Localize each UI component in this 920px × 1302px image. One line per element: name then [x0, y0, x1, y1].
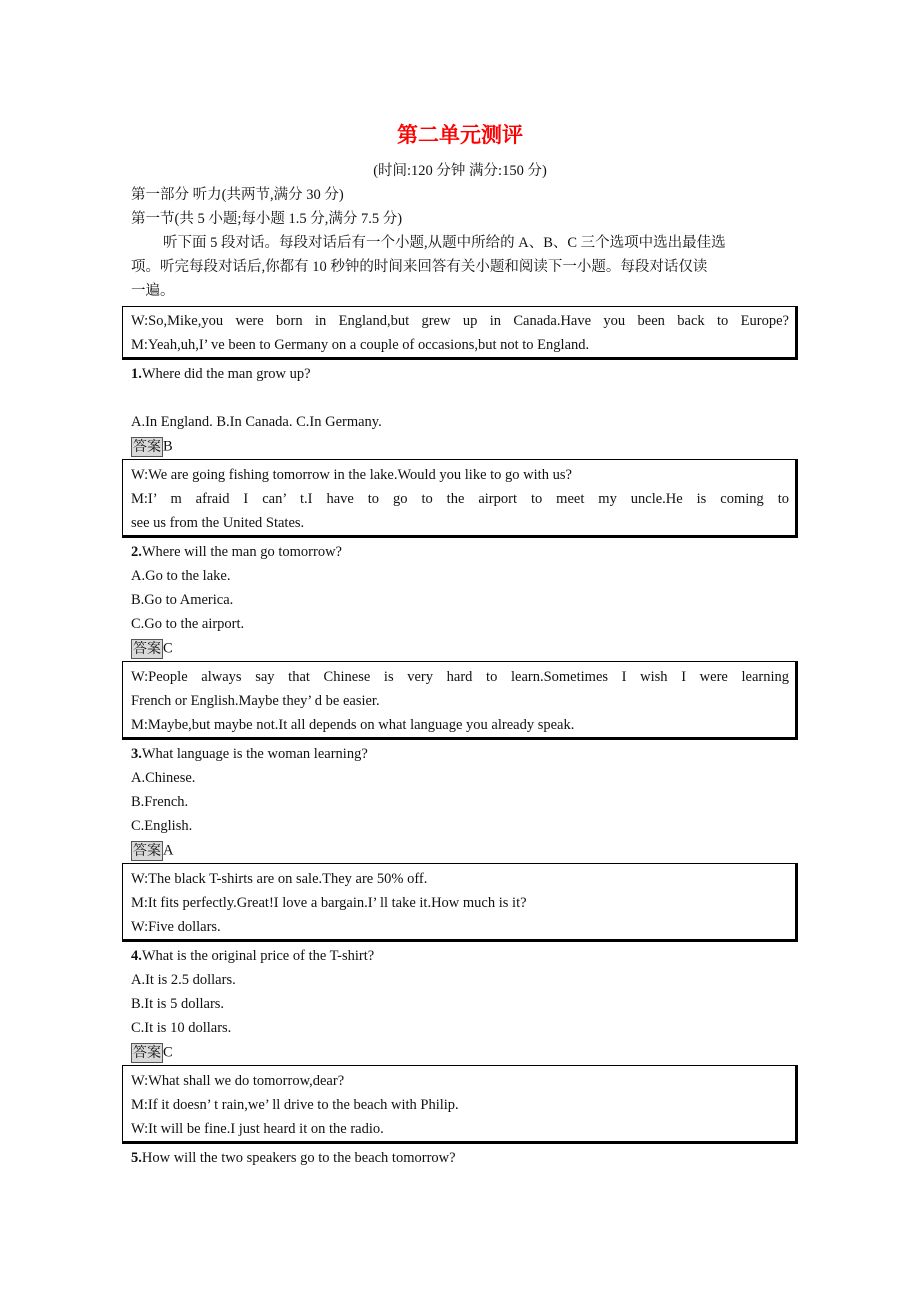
option: B.Go to America.: [131, 592, 234, 608]
question: [131, 362, 311, 386]
answer: [131, 637, 173, 659]
question: [131, 742, 368, 766]
options: A.In England. B.In Canada. C.In Germany.: [131, 414, 382, 430]
dialogue-line: M:It fits perfectly.Great!I love a bargain.I’ ll take it.How much is it?: [131, 895, 527, 911]
option: C.English.: [131, 818, 193, 834]
question-number: 1.: [131, 366, 142, 382]
dialogue-line: W:We are going fishing tomorrow in the lake.Would you like to go with us?: [131, 467, 572, 483]
dialogue-box: [122, 661, 798, 740]
dialogue-line: W:What shall we do tomorrow,dear?: [131, 1073, 345, 1089]
option: B.French.: [131, 794, 189, 810]
dialogue-box: [122, 1065, 798, 1144]
instructions-line: 一遍。: [131, 283, 175, 299]
question: [131, 1146, 456, 1170]
dialogue-line: French or English.Maybe they’ d be easier.: [131, 693, 380, 709]
answer-label[interactable]: 答案: [133, 1044, 161, 1061]
question-text: What is the original price of the T-shirt?: [141, 948, 375, 964]
part-heading: 第一部分 听力(共两节,满分 30 分): [131, 187, 344, 203]
answer-value: C: [163, 1044, 173, 1061]
option: C.Go to the airport.: [131, 616, 245, 632]
section-heading: 第一节(共 5 小题;每小题 1.5 分,满分 7.5 分): [131, 211, 403, 227]
answer: [131, 1041, 173, 1063]
dialogue-line: W:People always say that Chinese is very hard to learn.Sometimes I wish I were learning: [131, 669, 789, 685]
question: [131, 944, 374, 968]
question: [131, 540, 342, 564]
dialogue-line: M:If it doesn’ t rain,we’ ll drive to the beach with Philip.: [131, 1097, 459, 1113]
question-number: 2.: [131, 544, 142, 560]
answer: [131, 435, 173, 457]
page-title: 第二单元测评: [397, 123, 523, 147]
dialogue-line: M:Maybe,but maybe not.It all depends on what language you already speak.: [131, 717, 575, 733]
answer-value: C: [163, 640, 173, 657]
answer: [131, 839, 173, 861]
dialogue-line: M:I’ m afraid I can’ t.I have to go to the airport to meet my uncle.He is coming to: [131, 491, 789, 507]
question-number: 3.: [131, 746, 142, 762]
dialogue-line: W:The black T-shirts are on sale.They are 50% off.: [131, 871, 428, 887]
subtitle: (时间:120 分钟 满分:150 分): [373, 163, 547, 179]
dialogue-line: W:It will be fine.I just heard it on the radio.: [131, 1121, 384, 1137]
question-text: What language is the woman learning?: [141, 746, 368, 762]
option: C.It is 10 dollars.: [131, 1020, 232, 1036]
instructions-line: 听下面 5 段对话。每段对话后有一个小题,从题中所给的 A、B、C 三个选项中选出最佳选: [163, 235, 726, 251]
option: B.It is 5 dollars.: [131, 996, 225, 1012]
question-text: How will the two speakers go to the beach tomorrow?: [141, 1150, 456, 1166]
option: A.Go to the lake.: [131, 568, 231, 584]
dialogue-line: W:Five dollars.: [131, 919, 221, 935]
answer-label[interactable]: 答案: [133, 842, 161, 859]
question-text: Where did the man grow up?: [141, 366, 311, 382]
option: A.Chinese.: [131, 770, 196, 786]
dialogue-box: [122, 459, 798, 538]
dialogue-box: [122, 863, 798, 942]
dialogue-box: [122, 306, 798, 360]
question-number: 4.: [131, 948, 142, 964]
answer-value: A: [163, 842, 174, 859]
question-number: 5.: [131, 1150, 142, 1166]
answer-label[interactable]: 答案: [133, 438, 161, 455]
dialogue-line: W:So,Mike,you were born in England,but grew up in Canada.Have you been back to Europe?: [131, 313, 789, 329]
question-text: Where will the man go tomorrow?: [141, 544, 342, 560]
answer-value: B: [163, 438, 173, 455]
instructions-line: 项。听完每段对话后,你都有 10 秒钟的时间来回答有关小题和阅读下一小题。每段对话仅读: [131, 259, 708, 275]
dialogue-line: see us from the United States.: [131, 515, 305, 531]
option: A.It is 2.5 dollars.: [131, 972, 236, 988]
dialogue-line: M:Yeah,uh,I’ ve been to Germany on a couple of occasions,but not to England.: [131, 337, 590, 353]
answer-label[interactable]: 答案: [133, 640, 161, 657]
